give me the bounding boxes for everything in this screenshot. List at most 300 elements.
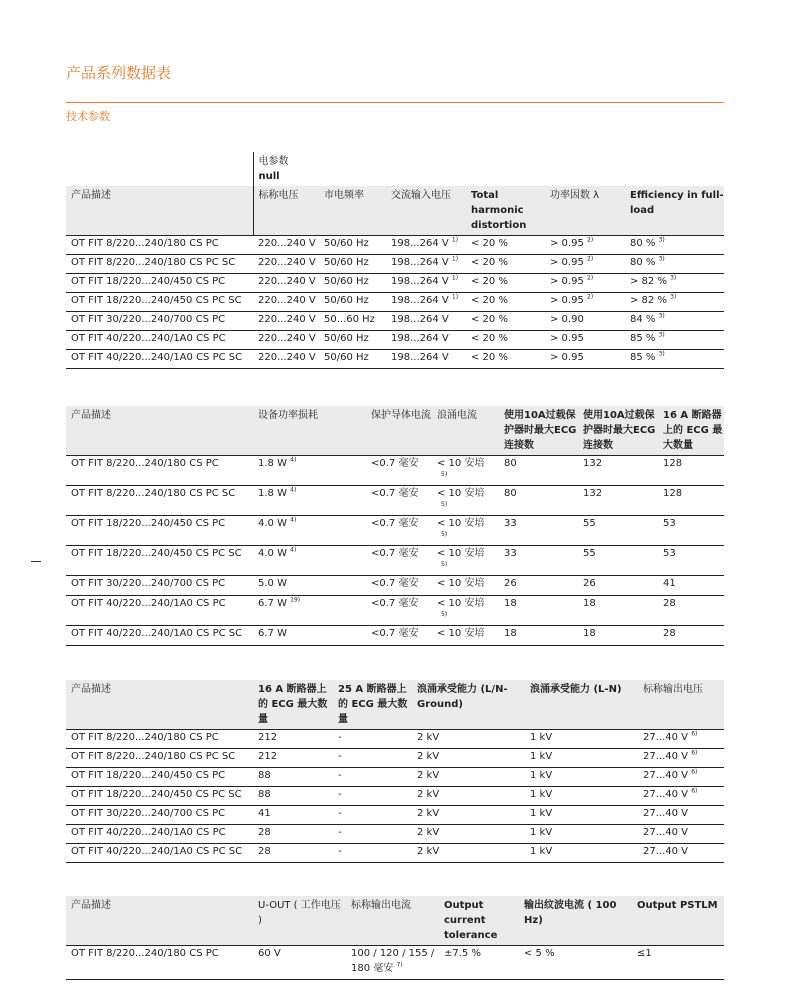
product-desc [66, 787, 253, 806]
nominal-voltage [253, 274, 319, 293]
footnote-ref: 2) [587, 236, 594, 244]
max-ecg-count-value: 26 [583, 578, 596, 589]
col-header: 25 A 断路器上的 ECG 最大数量 [333, 680, 412, 730]
max-ecg-25a [333, 787, 412, 806]
nominal-voltage [253, 350, 319, 369]
mains-frequency [319, 255, 386, 274]
product-desc-value: OT FIT 18/220...240/450 CS PC SC [71, 789, 242, 800]
product-desc-value: OT FIT 40/220...240/1A0 CS PC SC [71, 352, 243, 363]
table-row [66, 236, 724, 255]
max-ecg-count [578, 576, 658, 596]
product-desc-value: OT FIT 8/220...240/180 CS PC SC [71, 751, 236, 762]
max-ecg-count [499, 576, 578, 596]
max-ecg-count-value: 128 [663, 488, 683, 499]
power-loss [253, 456, 366, 486]
table-row [66, 806, 724, 825]
product-desc-value: OT FIT 8/220...240/180 CS PC [71, 238, 219, 249]
output-pstlm [632, 946, 724, 980]
product-desc-value: OT FIT 8/220...240/180 CS PC SC [71, 488, 236, 499]
footnote-ref: 5) [441, 561, 448, 568]
mains-frequency [319, 293, 386, 312]
max-ecg-count-value: 132 [583, 488, 603, 499]
product-desc-value: OT FIT 30/220...240/700 CS PC [71, 314, 226, 325]
footnote-ref: 5) [441, 611, 448, 618]
mains-frequency-value: 50/60 Hz [324, 276, 369, 287]
max-ecg-count-value: 18 [583, 628, 596, 639]
col-header: 保护导体电流 [366, 406, 432, 456]
power-loss-value: 4.0 W [258, 548, 287, 559]
surge-ln-value: 1 kV [530, 827, 553, 838]
surge-ln [525, 749, 638, 768]
max-ecg-25a [333, 844, 412, 863]
col-header: Output PSTLM [632, 896, 724, 946]
ac-input-voltage [386, 255, 466, 274]
surge-ln-ground [412, 806, 525, 825]
footnote-ref: 4) [290, 486, 297, 494]
surge-ln [525, 806, 638, 825]
max-ecg-count-value: 28 [663, 628, 676, 639]
max-ecg-count [578, 516, 658, 546]
max-ecg-16a [253, 844, 333, 863]
mains-frequency-value: 50...60 Hz [324, 314, 375, 325]
table-row [66, 516, 724, 546]
footnote-ref: 1) [451, 274, 459, 282]
nominal-output-voltage [638, 730, 724, 749]
max-ecg-count [658, 626, 724, 646]
nominal-output-current [346, 946, 439, 980]
footnote-ref: 6) [691, 730, 698, 738]
ac-input-voltage [386, 350, 466, 369]
efficiency-value: > 82 % [630, 295, 667, 306]
mains-frequency [319, 274, 386, 293]
product-desc-value: OT FIT 18/220...240/450 CS PC SC [71, 295, 242, 306]
max-ecg-count-value: 18 [504, 628, 517, 639]
u-out-value: 60 V [258, 948, 281, 959]
product-desc-value: OT FIT 40/220...240/1A0 CS PC SC [71, 846, 243, 857]
product-desc-value: OT FIT 30/220...240/700 CS PC [71, 808, 226, 819]
product-desc-value: OT FIT 40/220...240/1A0 CS PC [71, 827, 226, 838]
electrical-params-table [66, 152, 724, 369]
max-ecg-25a-value: - [338, 827, 342, 838]
nominal-output-voltage [638, 787, 724, 806]
table-row [66, 768, 724, 787]
col-header: 设备功率损耗 [253, 406, 366, 456]
max-ecg-count [578, 596, 658, 626]
pe-current-value: <0.7 毫安 [371, 518, 419, 529]
mains-frequency [319, 350, 386, 369]
product-desc-value: OT FIT 18/220...240/450 CS PC SC [71, 548, 242, 559]
inrush-current [432, 626, 499, 646]
table-row [66, 946, 724, 980]
ac-input-voltage-value: 198...264 V [391, 238, 449, 249]
ac-input-voltage-value: 198...264 V [391, 333, 449, 344]
group-header [253, 152, 724, 186]
product-desc [66, 274, 253, 293]
thd [466, 350, 545, 369]
efficiency [625, 312, 724, 331]
thd-value: < 20 % [471, 295, 508, 306]
product-desc-value: OT FIT 18/220...240/450 CS PC [71, 770, 226, 781]
efficiency-value: 85 % [630, 352, 656, 363]
table-row [66, 331, 724, 350]
pe-current [366, 456, 432, 486]
nominal-output-voltage-value: 27...40 V [643, 827, 689, 838]
group-sublabel: null [258, 171, 280, 182]
max-ecg-count-value: 53 [663, 518, 676, 529]
max-ecg-count [658, 456, 724, 486]
max-ecg-16a [253, 730, 333, 749]
power-loss [253, 626, 366, 646]
nominal-voltage-value: 220...240 V [258, 276, 316, 287]
col-header: 输出纹波电流 ( 100 Hz) [519, 896, 632, 946]
efficiency-value: > 82 % [630, 276, 667, 287]
nominal-output-voltage [638, 844, 724, 863]
max-ecg-count [499, 516, 578, 546]
product-desc [66, 749, 253, 768]
max-ecg-count-value: 18 [504, 598, 517, 609]
table-row [66, 844, 724, 863]
surge-ln-ground-value: 2 kV [417, 827, 440, 838]
power-loss-value: 6.7 W [258, 598, 287, 609]
nominal-voltage-value: 220...240 V [258, 238, 316, 249]
table-row [66, 749, 724, 768]
footnote-ref: 4) [290, 456, 297, 464]
footnote-ref: 1) [451, 255, 459, 263]
max-ecg-count-value: 33 [504, 548, 517, 559]
surge-ln-ground [412, 730, 525, 749]
power-loss [253, 576, 366, 596]
max-ecg-count-value: 128 [663, 458, 683, 469]
max-ecg-16a [253, 806, 333, 825]
surge-ln-ground [412, 749, 525, 768]
max-ecg-count [578, 456, 658, 486]
col-header: 产品描述 [66, 406, 253, 456]
nominal-voltage [253, 293, 319, 312]
page-title: 产品系列数据表 [66, 64, 172, 82]
surge-ln [525, 768, 638, 787]
product-desc-value: OT FIT 8/220...240/180 CS PC [71, 948, 219, 959]
thd-value: < 20 % [471, 238, 508, 249]
mains-frequency-value: 50/60 Hz [324, 352, 369, 363]
footnote-ref: 3) [658, 236, 665, 244]
footnote-ref: 2) [587, 255, 594, 263]
product-desc [66, 456, 253, 486]
product-desc [66, 331, 253, 350]
product-desc-value: OT FIT 40/220...240/1A0 CS PC [71, 333, 226, 344]
thd-value: < 20 % [471, 276, 508, 287]
max-ecg-count-value: 80 [504, 458, 517, 469]
surge-ln-ground [412, 844, 525, 863]
table-row [66, 730, 724, 749]
table-row [66, 825, 724, 844]
footnote-ref: 3) [670, 293, 677, 301]
col-header: 标称电压 [253, 186, 319, 236]
max-ecg-25a [333, 806, 412, 825]
nominal-output-voltage-value: 27...40 V [643, 751, 689, 762]
current-tolerance [439, 946, 519, 980]
product-desc-value: OT FIT 30/220...240/700 CS PC [71, 578, 226, 589]
max-ecg-16a [253, 825, 333, 844]
thd [466, 331, 545, 350]
nominal-output-current-value: 100 / 120 / 155 / 180 毫安 [351, 948, 435, 974]
power-loss-value: 4.0 W [258, 518, 287, 529]
col-header: 浪涌电流 [432, 406, 499, 456]
power-factor-value: > 0.95 [550, 238, 584, 249]
surge-ln-value: 1 kV [530, 789, 553, 800]
efficiency [625, 350, 724, 369]
footnote-ref: 3) [658, 350, 665, 358]
output-pstlm-value: ≤1 [637, 948, 652, 959]
max-ecg-25a [333, 825, 412, 844]
efficiency-value: 80 % [630, 238, 656, 249]
max-ecg-16a-value: 41 [258, 808, 271, 819]
u-out [253, 946, 346, 980]
surge-ln-ground-value: 2 kV [417, 751, 440, 762]
efficiency-value: 80 % [630, 257, 656, 268]
surge-ln-value: 1 kV [530, 732, 553, 743]
surge-ln-value: 1 kV [530, 770, 553, 781]
pe-current [366, 516, 432, 546]
pe-current-value: <0.7 毫安 [371, 628, 419, 639]
nominal-output-voltage [638, 749, 724, 768]
power-loss-value: 1.8 W [258, 488, 287, 499]
pe-current [366, 596, 432, 626]
surge-ln [525, 844, 638, 863]
ripple-current [519, 946, 632, 980]
max-ecg-count [499, 456, 578, 486]
table-row [66, 546, 724, 576]
max-ecg-count-value: 55 [583, 518, 596, 529]
col-header: 产品描述 [66, 896, 253, 946]
surge-ln [525, 825, 638, 844]
col-header: Output current tolerance [439, 896, 519, 946]
col-header: 产品描述 [66, 680, 253, 730]
max-ecg-count [499, 596, 578, 626]
product-desc-value: OT FIT 18/220...240/450 CS PC [71, 276, 226, 287]
inrush-current-value: < 10 安培 [437, 628, 485, 639]
inrush-current-value: < 10 安培 [437, 518, 485, 529]
product-desc-value: OT FIT 40/220...240/1A0 CS PC SC [71, 628, 243, 639]
nominal-voltage [253, 312, 319, 331]
max-ecg-25a-value: - [338, 808, 342, 819]
surge-ln [525, 730, 638, 749]
footnote-ref: 1) [451, 293, 459, 301]
col-header: U-OUT ( 工作电压 ) [253, 896, 346, 946]
footnote-ref: 3) [658, 331, 665, 339]
power-factor [545, 312, 625, 331]
surge-ln-value: 1 kV [530, 808, 553, 819]
ac-input-voltage [386, 236, 466, 255]
surge-ln-value: 1 kV [530, 751, 553, 762]
product-desc [66, 806, 253, 825]
pe-current [366, 576, 432, 596]
surge-ln-ground [412, 825, 525, 844]
inrush-current [432, 516, 499, 546]
nominal-output-voltage [638, 806, 724, 825]
inrush-current-value: < 10 安培 [437, 548, 485, 559]
max-ecg-count-value: 26 [504, 578, 517, 589]
efficiency [625, 274, 724, 293]
ac-input-voltage [386, 312, 466, 331]
inrush-current [432, 486, 499, 516]
ac-input-voltage [386, 274, 466, 293]
mains-frequency [319, 312, 386, 331]
power-loss [253, 546, 366, 576]
max-ecg-count [499, 626, 578, 646]
max-ecg-25a [333, 730, 412, 749]
table-row [66, 787, 724, 806]
product-desc [66, 516, 253, 546]
thd [466, 255, 545, 274]
table-row [66, 312, 724, 331]
inrush-current-value: < 10 安培 [437, 578, 485, 589]
table-row [66, 626, 724, 646]
max-ecg-count [578, 486, 658, 516]
surge-ln-ground-value: 2 kV [417, 808, 440, 819]
product-desc [66, 236, 253, 255]
power-factor-value: > 0.95 [550, 295, 584, 306]
table-row [66, 350, 724, 369]
surge-ln-ground-value: 2 kV [417, 770, 440, 781]
max-ecg-16a [253, 749, 333, 768]
product-desc [66, 946, 253, 980]
table-row [66, 456, 724, 486]
col-header: 标称输出电压 [638, 680, 724, 730]
product-desc [66, 844, 253, 863]
surge-ln-value: 1 kV [530, 846, 553, 857]
table-row [66, 274, 724, 293]
footnote-ref: 2) [587, 274, 594, 282]
col-header: 16 A 断路器上的 ECG 最大数量 [253, 680, 333, 730]
mains-frequency [319, 331, 386, 350]
power-loss-value: 5.0 W [258, 578, 287, 589]
pe-current-value: <0.7 毫安 [371, 458, 419, 469]
max-ecg-count [658, 576, 724, 596]
product-desc [66, 255, 253, 274]
surge-params-table [66, 680, 724, 863]
max-ecg-count-value: 53 [663, 548, 676, 559]
max-ecg-25a-value: - [338, 846, 342, 857]
max-ecg-25a [333, 749, 412, 768]
max-ecg-count [499, 546, 578, 576]
max-ecg-25a [333, 768, 412, 787]
mains-frequency-value: 50/60 Hz [324, 333, 369, 344]
power-factor-value: > 0.95 [550, 276, 584, 287]
thd [466, 274, 545, 293]
max-ecg-25a-value: - [338, 751, 342, 762]
inrush-current-value: < 10 安培 [437, 598, 485, 609]
surge-ln-ground-value: 2 kV [417, 846, 440, 857]
max-ecg-count [578, 626, 658, 646]
nominal-output-voltage [638, 825, 724, 844]
footnote-ref: 7) [396, 961, 403, 969]
power-params-table [66, 406, 724, 646]
col-header: 浪涌承受能力 (L-N) [525, 680, 638, 730]
max-ecg-16a [253, 787, 333, 806]
pe-current-value: <0.7 毫安 [371, 548, 419, 559]
power-factor [545, 331, 625, 350]
nominal-output-voltage-value: 27...40 V [643, 789, 689, 800]
product-desc-value: OT FIT 18/220...240/450 CS PC [71, 518, 226, 529]
mains-frequency [319, 236, 386, 255]
margin-mark [31, 561, 41, 562]
footnote-ref: 5) [441, 501, 448, 508]
power-factor [545, 350, 625, 369]
col-header: Efficiency in full-load [625, 186, 724, 236]
power-loss [253, 596, 366, 626]
max-ecg-count-value: 33 [504, 518, 517, 529]
col-header: 使用10A过载保护器时最大ECG连接数 [578, 406, 658, 456]
nominal-voltage-value: 220...240 V [258, 352, 316, 363]
surge-ln [525, 787, 638, 806]
product-desc [66, 350, 253, 369]
pe-current-value: <0.7 毫安 [371, 578, 419, 589]
power-factor [545, 255, 625, 274]
efficiency-value: 85 % [630, 333, 656, 344]
efficiency [625, 331, 724, 350]
power-loss [253, 516, 366, 546]
table-row [66, 576, 724, 596]
max-ecg-25a-value: - [338, 789, 342, 800]
max-ecg-count [658, 596, 724, 626]
ac-input-voltage-value: 198...264 V [391, 295, 449, 306]
thd-value: < 20 % [471, 257, 508, 268]
thd [466, 312, 545, 331]
surge-ln-ground [412, 787, 525, 806]
ac-input-voltage-value: 198...264 V [391, 276, 449, 287]
col-header: 浪涌承受能力 (L/N-Ground) [412, 680, 525, 730]
ac-input-voltage [386, 293, 466, 312]
surge-ln-ground-value: 2 kV [417, 732, 440, 743]
max-ecg-count [658, 516, 724, 546]
footnote-ref: 3) [670, 274, 677, 282]
power-factor [545, 293, 625, 312]
power-factor [545, 274, 625, 293]
inrush-current [432, 576, 499, 596]
surge-ln-ground [412, 768, 525, 787]
nominal-voltage [253, 331, 319, 350]
max-ecg-count [658, 546, 724, 576]
product-desc [66, 486, 253, 516]
pe-current [366, 546, 432, 576]
table-row [66, 293, 724, 312]
thd-value: < 20 % [471, 352, 508, 363]
max-ecg-count-value: 132 [583, 458, 603, 469]
efficiency [625, 255, 724, 274]
table-row [66, 596, 724, 626]
nominal-output-voltage-value: 27...40 V [643, 808, 689, 819]
max-ecg-count [499, 486, 578, 516]
pe-current-value: <0.7 毫安 [371, 488, 419, 499]
inrush-current-value: < 10 安培 [437, 488, 485, 499]
title-divider [66, 102, 724, 103]
col-header: 交流输入电压 [386, 186, 466, 236]
current-tolerance-value: ±7.5 % [444, 948, 481, 959]
efficiency [625, 236, 724, 255]
pe-current [366, 486, 432, 516]
nominal-output-voltage-value: 27...40 V [643, 846, 689, 857]
footnote-ref: 6) [691, 787, 698, 795]
footnote-ref: 4) [290, 516, 297, 524]
power-factor [545, 236, 625, 255]
col-header: Total harmonic distortion [466, 186, 545, 236]
footnote-ref: 19) [290, 596, 301, 604]
ac-input-voltage-value: 198...264 V [391, 314, 449, 325]
col-header: 产品描述 [66, 186, 253, 236]
max-ecg-count-value: 18 [583, 598, 596, 609]
max-ecg-16a-value: 28 [258, 827, 271, 838]
nominal-voltage-value: 220...240 V [258, 257, 316, 268]
